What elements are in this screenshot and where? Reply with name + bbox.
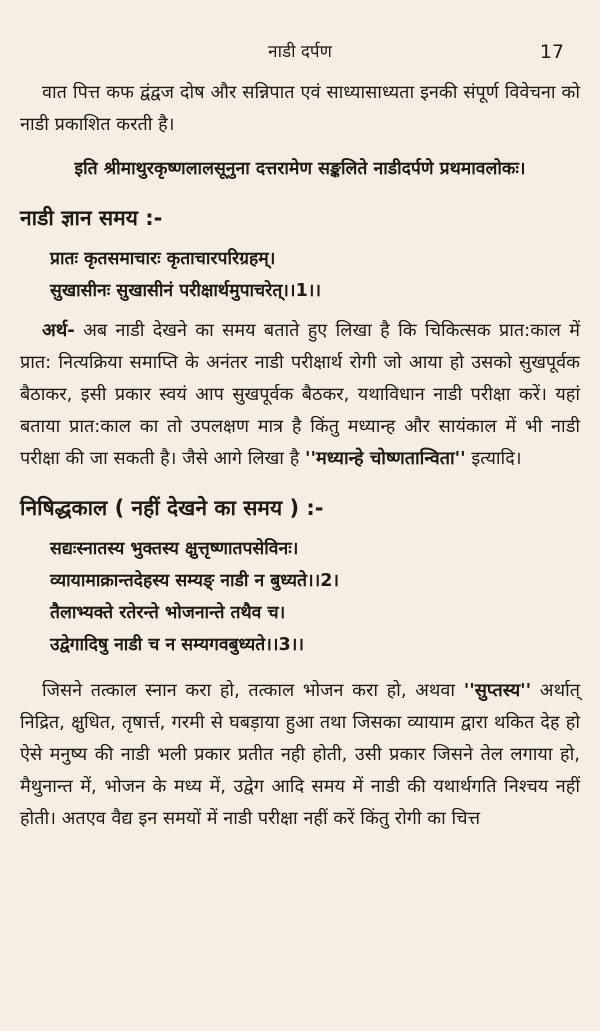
- running-header: [0, 40, 600, 64]
- quoted-term: ''मध्यान्हे चोष्णतान्विता'': [304, 448, 466, 469]
- running-title: नाडी दर्पण: [268, 42, 332, 62]
- page-content: [20, 77, 580, 835]
- section-heading-pulse-time: नाडी ज्ञान समय :-: [20, 206, 163, 230]
- explanation-text-start: जिसने तत्काल स्नान करा हो, तत्काल भोजन करा हो, अथवा: [42, 680, 464, 701]
- verse-line: सद्यःस्नातस्य भुक्तस्य क्षुत्तृष्णातपसेविनः।: [50, 539, 299, 559]
- verse-line: व्यायामाक्रान्तदेहस्य सम्यङ् नाडी न बुध्यते।।2।: [50, 571, 340, 591]
- paragraph-meaning: [20, 315, 580, 475]
- meaning-text: अब नाडी देखने का समय बताते हुए लिखा है कि चिकित्सक प्रात:काल में प्रात: नित्यक्रिया समाप्ति के अनंतर नाडी परीक्षार्थ रोगी जो आया हो उसको सुखपूर्वक बैठाकर, इसी प्रकार स्वयं आप सुखपूर्वक बैठकर, यथाविधान नाडी परीक्षा करें। यहां बताया प्रात:काल का तो उपलक्षण मात्र है किंतु मध्यान्ह और सायंकाल में भी नाडी परीक्षा की जा सकती है। जैसे आगे लिखा है: [20, 320, 580, 469]
- section-heading-prohibited-time: निषिद्धकाल ( नहीं देखने का समय ) :-: [20, 496, 324, 520]
- verse-line: तैलाभ्यक्ते रतेरन्ते भोजनान्ते तथैव च।: [50, 603, 286, 623]
- explanation-text: अर्थात् निद्रित, क्षुधित, तृषार्त्त, गरमी से घबड़ाया हुआ तथा जिसका व्यायाम द्वारा थकित देह हो ऐसे मनुष्य की नाडी भली प्रकार प्रतीत नही होती, उसी प्रकार जिसने तेल लगाया हो, मैथुनान्त में, भोजन के मध्य में, उद्वेग आदि समय में नाडी की यथार्थगति निश्चय नहीं होती। अतएव वैद्य इन समयों में नाडी परीक्षा नहीं करें किंतु रोगी का चित्त: [20, 680, 580, 829]
- verse-line: उद्वेगादिषु नाडी च न सम्यगवबुध्यते।।3।।: [50, 635, 304, 655]
- meaning-text-end: इत्यादि।: [465, 448, 522, 469]
- verse-block-1: [50, 243, 580, 307]
- chapter-colophon: इति श्रीमाथुरकृष्णलालसूनुना दत्तरामेण सङ्कलिते नाडीदर्पणे प्रथमावलोकः।: [74, 159, 526, 179]
- meaning-label: अर्थ-: [42, 320, 75, 341]
- paragraph-explanation: [20, 675, 580, 835]
- verse-block-2: [50, 533, 580, 661]
- verse-line: सुखासीनः सुखासीनं परीक्षार्थमुपाचरेत्।।1।।: [50, 281, 322, 301]
- paragraph-intro: वात पित्त कफ द्वंद्वज दोष और सन्निपात एवं साध्यासाध्यता इनकी संपूर्ण विवेचना को नाडी प्रकाशित करती है।: [20, 82, 580, 135]
- quoted-term: ''सुप्तस्य'': [463, 680, 532, 701]
- page-number: 17: [539, 41, 564, 63]
- verse-line: प्रातः कृतसमाचारः कृताचारपरिग्रहम्।: [50, 249, 276, 269]
